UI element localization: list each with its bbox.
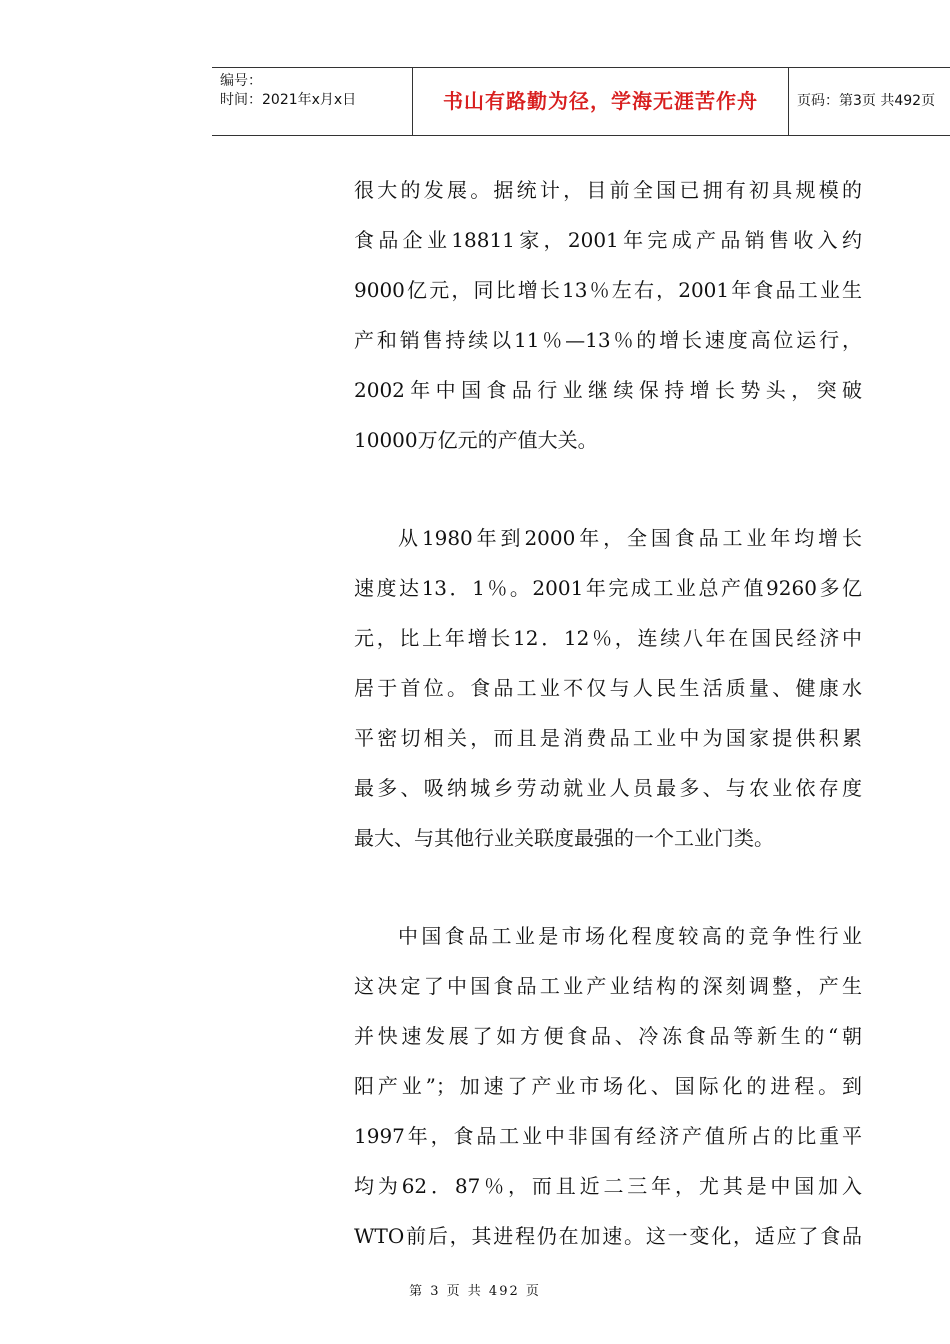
- number-label: 编号：: [220, 73, 262, 89]
- text-line: 最多、吸纳城乡劳动就业人员最多、与农业依存度: [354, 776, 862, 800]
- text-line: 中国食品工业是市场化程度较高的竞争性行业: [398, 924, 862, 948]
- text-line: 从1980年到2000年，全国食品工业年均增长: [398, 526, 862, 550]
- text-line: 这决定了中国食品工业产业结构的深刻调整，产生: [354, 974, 862, 998]
- text-line: 并快速发展了如方便食品、冷冻食品等新生的“朝: [354, 1024, 862, 1048]
- text-line: 很大的发展。据统计，目前全国已拥有初具规模的: [354, 178, 862, 202]
- text-line: 食品企业18811家，2001年完成产品销售收入约: [354, 228, 862, 252]
- text-line: 阳产业”；加速了产业市场化、国际化的进程。到: [354, 1074, 862, 1098]
- text-line: 9000亿元，同比增长13％左右，2001年食品工业生: [354, 278, 862, 302]
- document-body: [354, 165, 862, 1261]
- text-line: 速度达13．1％。2001年完成工业总产值9260多亿: [354, 576, 862, 600]
- paragraph-1: [354, 165, 862, 465]
- text-line: 产和销售持续以11％—13％的增长速度高位运行，: [354, 328, 862, 352]
- page-header: [212, 67, 950, 136]
- header-page-info: 页码：第3页 共492页: [797, 93, 936, 109]
- paragraph-2: [354, 513, 862, 863]
- header-motto: 书山有路勤为径，学海无涯苦作舟: [413, 68, 789, 135]
- text-line: 平密切相关，而且是消费品工业中为国家提供积累: [354, 726, 862, 750]
- text-line: 最大、与其他行业关联度最强的一个工业门类。: [354, 826, 774, 850]
- time-label: 时间：2021年x月x日: [220, 92, 357, 108]
- text-line: 2002年中国食品行业继续保持增长势头，突破: [354, 378, 862, 402]
- page-footer: 第 3 页 共 492 页: [409, 1284, 541, 1299]
- paragraph-3: [354, 911, 862, 1261]
- text-line: WTO前后，其进程仍在加速。这一变化，适应了食品: [354, 1224, 862, 1248]
- text-line: 元，比上年增长12．12％，连续八年在国民经济中: [354, 626, 862, 650]
- paragraph-gap: [354, 465, 862, 513]
- text-line: 居于首位。食品工业不仅与人民生活质量、健康水: [354, 676, 862, 700]
- text-line: 1997年，食品工业中非国有经济产值所占的比重平: [354, 1124, 862, 1148]
- text-line: 均为62．87％，而且近二三年，尤其是中国加入: [354, 1174, 862, 1198]
- header-meta: [212, 68, 413, 135]
- paragraph-gap: [354, 863, 862, 911]
- text-line: 10000万亿元的产值大关。: [354, 428, 598, 452]
